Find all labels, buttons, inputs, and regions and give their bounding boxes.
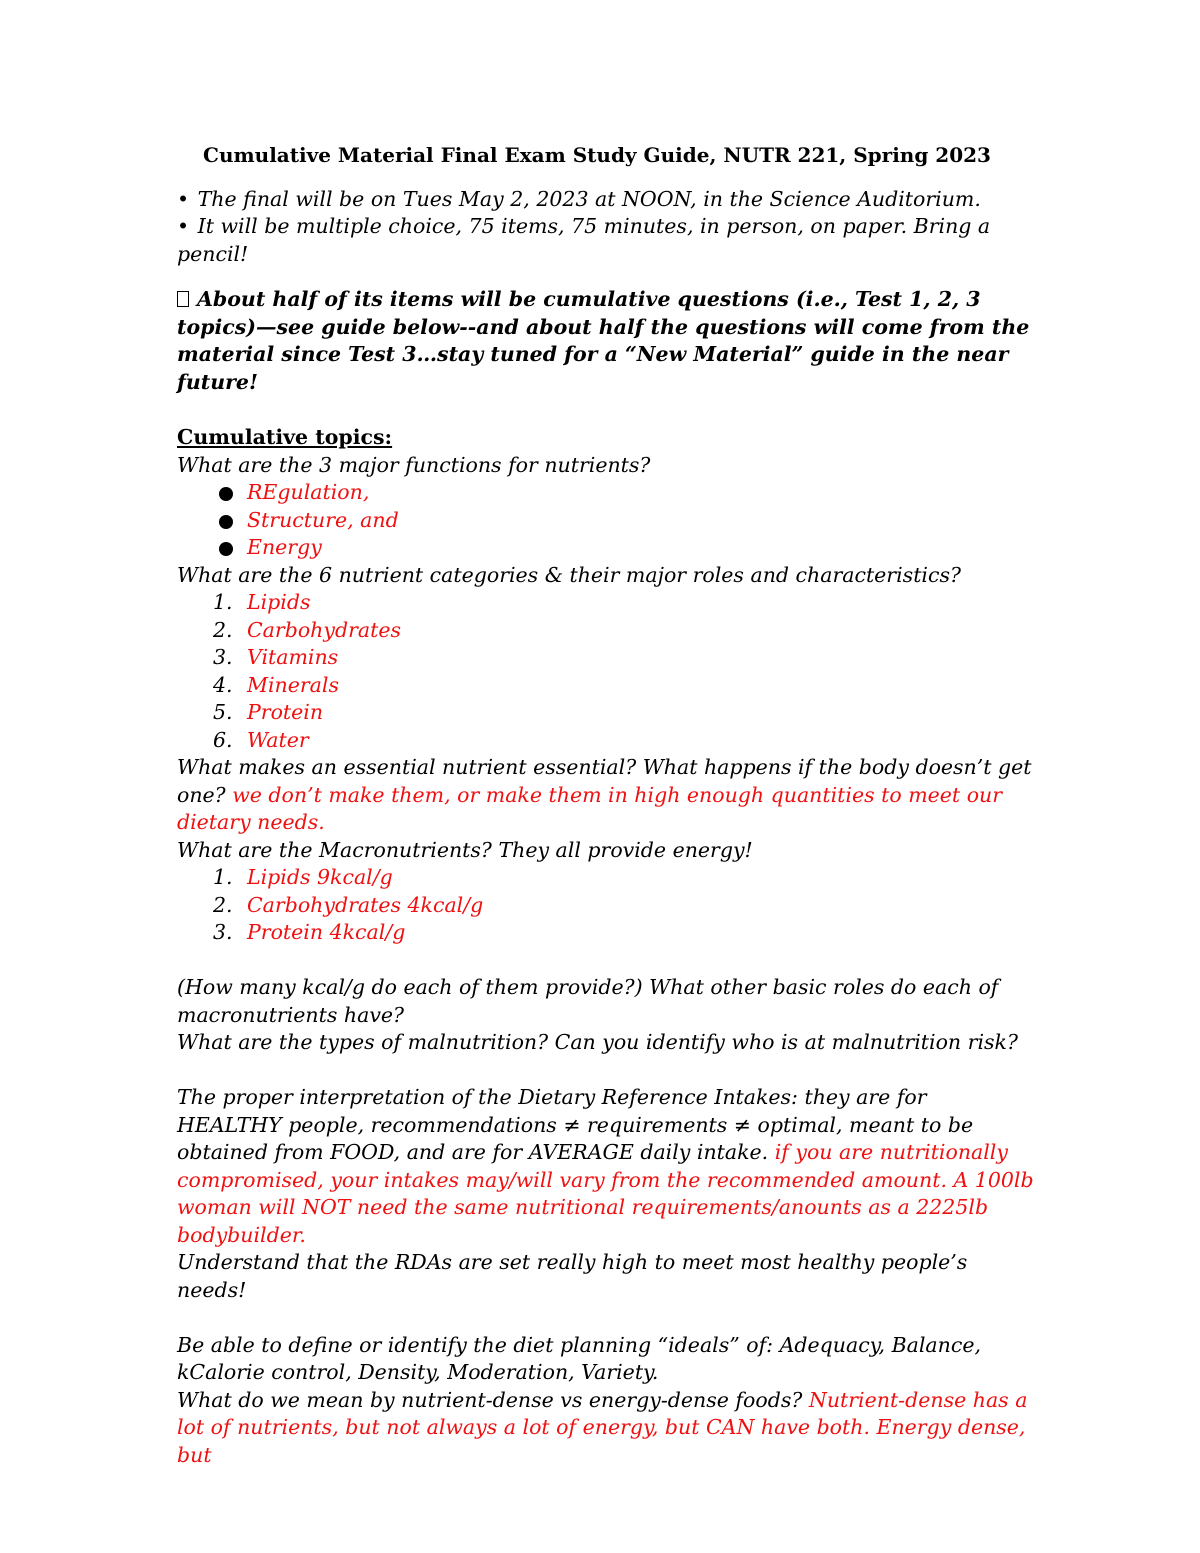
question-text: What are the types of malnutrition? Can you identify who is at malnutrition risk? [177,1030,1018,1054]
question-paragraph: The proper interpretation of the Dietary Reference Intakes: they are for HEALTHY people, recommendations ≠ requirements ≠ optimal, meant to be obtained from FOOD, and are for AVERAGE daily intake. if you are nutritionally compromised, your intakes may/will vary from the recommended amount. A 100lb woman will NOT need the same nutritional requirements/anounts as a 2225lb bodybuilder. [177,1085,1034,1247]
list-item: 1. Lipids 9kcal/g [213,865,393,889]
answer-text: Nutrient-dense has a lot of nutrients, but not always a lot of energy, but CAN have both. Energy dense, but [177,1387,1028,1467]
notice-paragraph: About half of its items will be cumulative questions (i.e., Test 1, 2, 3 topics)—see guide below--and about half the questions will come from the material since Test 3…stay tuned for a “New Material” guide in the near future! [177,287,1030,394]
bullet-icon [219,542,233,556]
section-heading: Cumulative topics: [177,425,393,449]
document-title: Cumulative Material Final Exam Study Guide, NUTR 221, Spring 2023 [203,143,991,167]
answer-text: we don’t make them, or make them in high enough quantities to meet our dietary needs. [177,782,1003,834]
list-item: 4. Minerals [213,672,339,697]
macronutrients-list [177,864,1037,947]
exam-info-bullet: • It will be multiple choice, 75 items, 75 minutes, in person, on paper. Bring a pencil! [177,214,991,266]
list-item: 6. Water [213,727,309,752]
list-item: 3. Protein 4kcal/g [213,920,406,944]
list-item: 3. Vitamins [213,645,339,669]
document-content [177,142,1037,1469]
list-item: 2. Carbohydrates 4kcal/g [213,892,484,917]
bullet-icon: • [177,186,190,211]
question-paragraph: What makes an essential nutrient essential? What happens if the body doesn’t get one? we don’t make them, or make them in high enough quantities to meet our dietary needs. [177,755,1032,834]
list-item: Structure, and [177,507,1037,535]
question-text: What are the Macronutrients? They all provide energy! [177,837,753,862]
list-item: 2. Carbohydrates [213,617,401,642]
question-text: Understand that the RDAs are set really high to meet most healthy people’s needs! [177,1250,968,1302]
exam-info-bullet: • The final will be on Tues May 2, 2023 at NOON, in the Science Auditorium. [177,186,981,211]
question-text: (How many kcal/g do each of them provide?) What other basic roles do each of macronutrients have? [177,975,999,1027]
list-item: REgulation, [177,479,1037,507]
list-item: 5. Protein [213,700,324,724]
question-paragraph: What do we mean by nutrient-dense vs energy-dense foods? Nutrient-dense has a lot of nutrients, but not always a lot of energy, but CAN have both. Energy dense, but [177,1387,1028,1467]
question-text: What are the 6 nutrient categories & their major roles and characteristics? [177,562,961,587]
bullet-icon [219,487,233,501]
missing-glyph-icon [177,291,189,307]
list-item: 1. Lipids [213,590,311,614]
answer-text: if you are nutritionally compromised, your intakes may/will vary from the recommended amount. A 100lb woman will NOT need the same nutritional requirements/anounts as a 2225lb bodybuilder. [177,1140,1034,1247]
list-item: Energy [177,534,1037,562]
question-text: What are the 3 major functions for nutrients? [177,452,651,477]
categories-list [177,589,1037,754]
question-text: Be able to define or identify the diet planning “ideals” of: Adequacy, Balance, kCalorie control, Density, Moderation, Variety. [177,1332,981,1384]
bullet-icon [219,515,233,529]
functions-list [177,479,1037,562]
bullet-icon: • [177,214,190,238]
